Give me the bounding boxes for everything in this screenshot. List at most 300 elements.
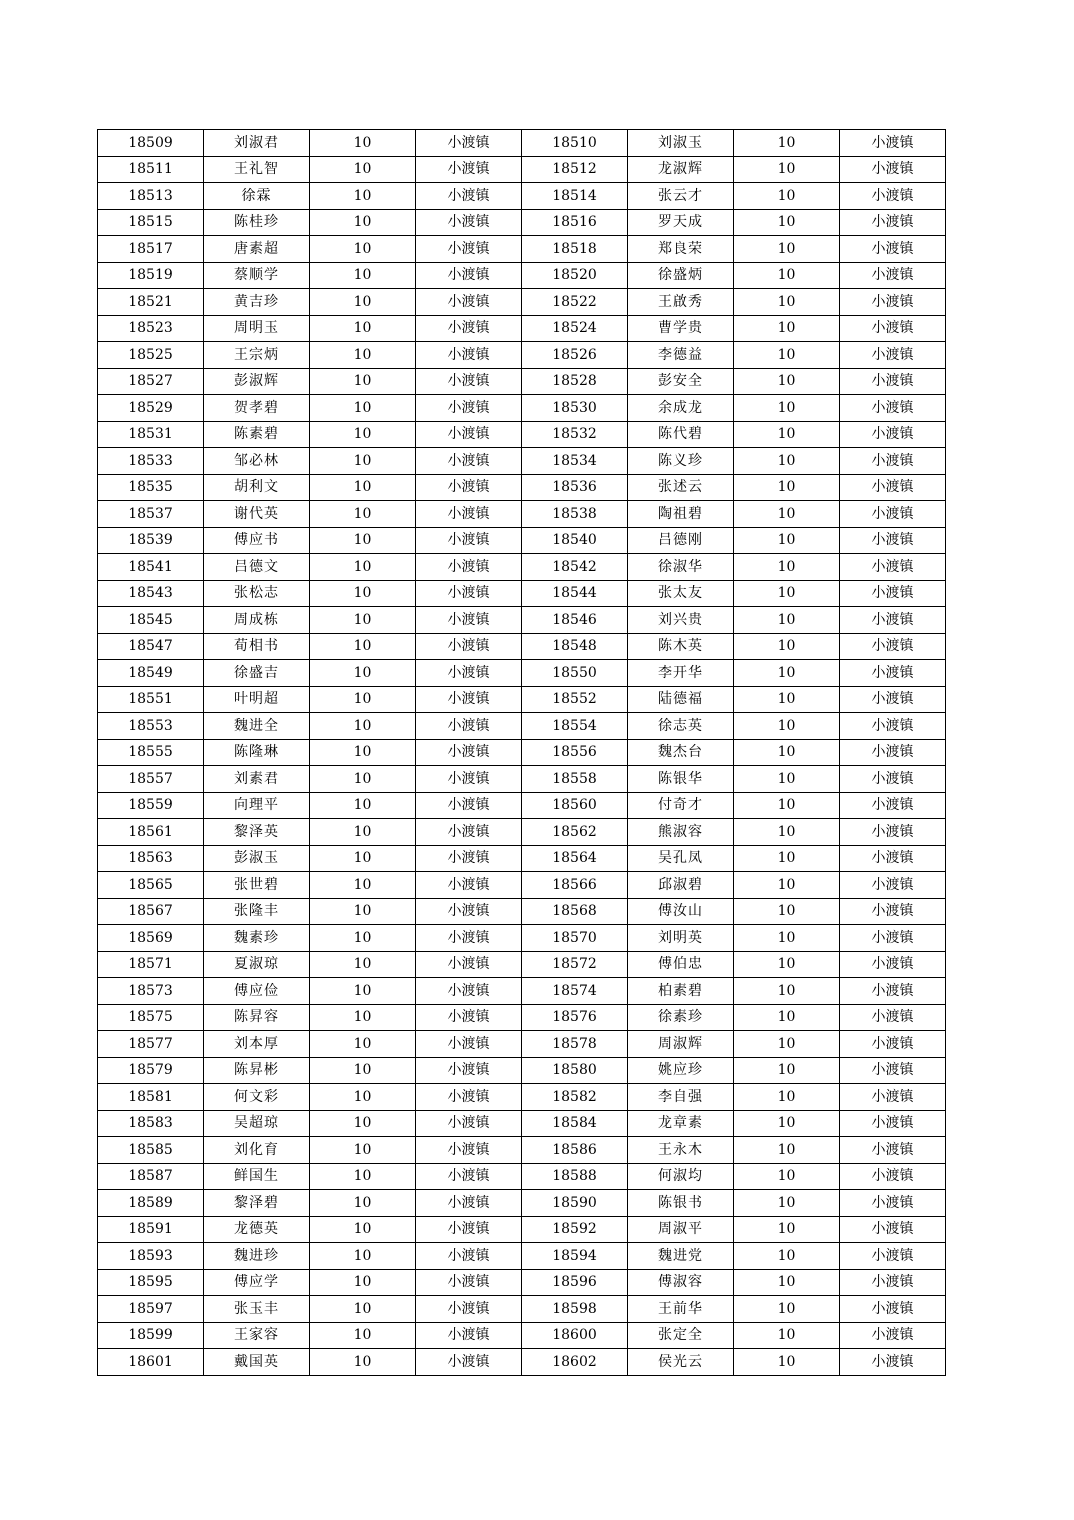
id-cell: 18575	[98, 1004, 204, 1031]
id-cell: 18577	[98, 1031, 204, 1058]
name-cell: 傅应书	[204, 527, 310, 554]
id-cell: 18583	[98, 1110, 204, 1137]
table-row	[98, 819, 946, 846]
town-cell: 小渡镇	[840, 633, 946, 660]
id-cell: 18531	[98, 421, 204, 448]
name-cell: 荀相书	[204, 633, 310, 660]
name-cell: 王前华	[628, 1296, 734, 1323]
id-cell: 18566	[522, 872, 628, 899]
id-cell: 18562	[522, 819, 628, 846]
amount-cell: 10	[310, 554, 416, 581]
name-cell: 傅淑容	[628, 1269, 734, 1296]
town-cell: 小渡镇	[840, 978, 946, 1005]
amount-cell: 10	[734, 633, 840, 660]
name-cell: 刘素君	[204, 766, 310, 793]
table-row	[98, 1057, 946, 1084]
id-cell: 18546	[522, 607, 628, 634]
table-row	[98, 421, 946, 448]
id-cell: 18585	[98, 1137, 204, 1164]
amount-cell: 10	[734, 1349, 840, 1376]
id-cell: 18537	[98, 501, 204, 528]
amount-cell: 10	[734, 342, 840, 369]
town-cell: 小渡镇	[416, 130, 522, 157]
amount-cell: 10	[310, 368, 416, 395]
id-cell: 18556	[522, 739, 628, 766]
name-cell: 姚应珍	[628, 1057, 734, 1084]
amount-cell: 10	[734, 156, 840, 183]
id-cell: 18548	[522, 633, 628, 660]
table-row	[98, 448, 946, 475]
amount-cell: 10	[734, 819, 840, 846]
name-cell: 王礼智	[204, 156, 310, 183]
amount-cell: 10	[310, 342, 416, 369]
id-cell: 18598	[522, 1296, 628, 1323]
amount-cell: 10	[734, 1137, 840, 1164]
id-cell: 18567	[98, 898, 204, 925]
name-cell: 王啟秀	[628, 289, 734, 316]
name-cell: 罗天成	[628, 209, 734, 236]
town-cell: 小渡镇	[840, 130, 946, 157]
name-cell: 徐淑华	[628, 554, 734, 581]
town-cell: 小渡镇	[840, 262, 946, 289]
town-cell: 小渡镇	[416, 1031, 522, 1058]
id-cell: 18593	[98, 1243, 204, 1270]
town-cell: 小渡镇	[416, 1349, 522, 1376]
town-cell: 小渡镇	[416, 686, 522, 713]
table-row	[98, 1349, 946, 1376]
town-cell: 小渡镇	[416, 236, 522, 263]
amount-cell: 10	[310, 633, 416, 660]
town-cell: 小渡镇	[840, 1057, 946, 1084]
town-cell: 小渡镇	[840, 236, 946, 263]
amount-cell: 10	[310, 421, 416, 448]
amount-cell: 10	[310, 130, 416, 157]
amount-cell: 10	[310, 898, 416, 925]
amount-cell: 10	[734, 898, 840, 925]
table-row	[98, 1296, 946, 1323]
id-cell: 18578	[522, 1031, 628, 1058]
amount-cell: 10	[734, 421, 840, 448]
amount-cell: 10	[310, 527, 416, 554]
name-cell: 陈素碧	[204, 421, 310, 448]
town-cell: 小渡镇	[840, 1190, 946, 1217]
amount-cell: 10	[734, 262, 840, 289]
name-cell: 蔡顺学	[204, 262, 310, 289]
name-cell: 刘淑君	[204, 130, 310, 157]
name-cell: 龙淑辉	[628, 156, 734, 183]
table-row	[98, 209, 946, 236]
id-cell: 18515	[98, 209, 204, 236]
id-cell: 18594	[522, 1243, 628, 1270]
name-cell: 徐素珍	[628, 1004, 734, 1031]
amount-cell: 10	[734, 766, 840, 793]
id-cell: 18547	[98, 633, 204, 660]
name-cell: 胡利文	[204, 474, 310, 501]
amount-cell: 10	[734, 1269, 840, 1296]
id-cell: 18544	[522, 580, 628, 607]
amount-cell: 10	[734, 183, 840, 210]
id-cell: 18532	[522, 421, 628, 448]
town-cell: 小渡镇	[416, 633, 522, 660]
town-cell: 小渡镇	[416, 1110, 522, 1137]
amount-cell: 10	[734, 1031, 840, 1058]
town-cell: 小渡镇	[840, 1137, 946, 1164]
table-row	[98, 262, 946, 289]
name-cell: 陈银华	[628, 766, 734, 793]
amount-cell: 10	[734, 501, 840, 528]
town-cell: 小渡镇	[840, 421, 946, 448]
table-row	[98, 978, 946, 1005]
town-cell: 小渡镇	[840, 1243, 946, 1270]
name-cell: 张隆丰	[204, 898, 310, 925]
id-cell: 18543	[98, 580, 204, 607]
table-row	[98, 1216, 946, 1243]
town-cell: 小渡镇	[416, 607, 522, 634]
name-cell: 柏素碧	[628, 978, 734, 1005]
id-cell: 18512	[522, 156, 628, 183]
town-cell: 小渡镇	[840, 1296, 946, 1323]
town-cell: 小渡镇	[416, 448, 522, 475]
amount-cell: 10	[310, 1137, 416, 1164]
town-cell: 小渡镇	[840, 951, 946, 978]
amount-cell: 10	[310, 925, 416, 952]
amount-cell: 10	[734, 1163, 840, 1190]
id-cell: 18551	[98, 686, 204, 713]
town-cell: 小渡镇	[416, 554, 522, 581]
town-cell: 小渡镇	[416, 209, 522, 236]
town-cell: 小渡镇	[840, 1163, 946, 1190]
name-cell: 徐盛炳	[628, 262, 734, 289]
table-row	[98, 580, 946, 607]
id-cell: 18584	[522, 1110, 628, 1137]
name-cell: 黎泽英	[204, 819, 310, 846]
id-cell: 18596	[522, 1269, 628, 1296]
id-cell: 18526	[522, 342, 628, 369]
table-row	[98, 633, 946, 660]
name-cell: 陈义珍	[628, 448, 734, 475]
amount-cell: 10	[310, 395, 416, 422]
id-cell: 18552	[522, 686, 628, 713]
id-cell: 18572	[522, 951, 628, 978]
amount-cell: 10	[734, 951, 840, 978]
amount-cell: 10	[734, 713, 840, 740]
id-cell: 18510	[522, 130, 628, 157]
town-cell: 小渡镇	[416, 660, 522, 687]
amount-cell: 10	[310, 580, 416, 607]
amount-cell: 10	[734, 448, 840, 475]
town-cell: 小渡镇	[840, 156, 946, 183]
town-cell: 小渡镇	[840, 1031, 946, 1058]
amount-cell: 10	[734, 1190, 840, 1217]
id-cell: 18516	[522, 209, 628, 236]
id-cell: 18533	[98, 448, 204, 475]
amount-cell: 10	[310, 501, 416, 528]
town-cell: 小渡镇	[840, 1269, 946, 1296]
amount-cell: 10	[310, 792, 416, 819]
table-row	[98, 1243, 946, 1270]
id-cell: 18542	[522, 554, 628, 581]
name-cell: 彭淑玉	[204, 845, 310, 872]
name-cell: 魏杰台	[628, 739, 734, 766]
id-cell: 18579	[98, 1057, 204, 1084]
town-cell: 小渡镇	[840, 845, 946, 872]
table-row	[98, 289, 946, 316]
amount-cell: 10	[310, 236, 416, 263]
town-cell: 小渡镇	[416, 845, 522, 872]
town-cell: 小渡镇	[840, 527, 946, 554]
amount-cell: 10	[310, 872, 416, 899]
table-row	[98, 315, 946, 342]
id-cell: 18511	[98, 156, 204, 183]
town-cell: 小渡镇	[840, 1084, 946, 1111]
table-row	[98, 1269, 946, 1296]
name-cell: 张定全	[628, 1322, 734, 1349]
name-cell: 魏进全	[204, 713, 310, 740]
amount-cell: 10	[734, 209, 840, 236]
name-cell: 刘本厚	[204, 1031, 310, 1058]
amount-cell: 10	[310, 1004, 416, 1031]
town-cell: 小渡镇	[416, 1137, 522, 1164]
amount-cell: 10	[734, 739, 840, 766]
table-row	[98, 792, 946, 819]
name-cell: 叶明超	[204, 686, 310, 713]
town-cell: 小渡镇	[416, 1322, 522, 1349]
town-cell: 小渡镇	[416, 1057, 522, 1084]
town-cell: 小渡镇	[416, 925, 522, 952]
amount-cell: 10	[310, 1057, 416, 1084]
amount-cell: 10	[734, 474, 840, 501]
id-cell: 18524	[522, 315, 628, 342]
id-cell: 18568	[522, 898, 628, 925]
id-cell: 18581	[98, 1084, 204, 1111]
name-cell: 侯光云	[628, 1349, 734, 1376]
name-cell: 王家容	[204, 1322, 310, 1349]
name-cell: 陈昇容	[204, 1004, 310, 1031]
amount-cell: 10	[310, 209, 416, 236]
name-cell: 鲜国生	[204, 1163, 310, 1190]
amount-cell: 10	[734, 1296, 840, 1323]
town-cell: 小渡镇	[840, 183, 946, 210]
town-cell: 小渡镇	[840, 686, 946, 713]
table-row	[98, 1004, 946, 1031]
amount-cell: 10	[310, 262, 416, 289]
name-cell: 张世碧	[204, 872, 310, 899]
name-cell: 刘化育	[204, 1137, 310, 1164]
amount-cell: 10	[310, 951, 416, 978]
name-cell: 何淑均	[628, 1163, 734, 1190]
town-cell: 小渡镇	[416, 183, 522, 210]
id-cell: 18554	[522, 713, 628, 740]
id-cell: 18522	[522, 289, 628, 316]
id-cell: 18536	[522, 474, 628, 501]
town-cell: 小渡镇	[416, 1243, 522, 1270]
town-cell: 小渡镇	[840, 342, 946, 369]
name-cell: 吕德文	[204, 554, 310, 581]
amount-cell: 10	[734, 554, 840, 581]
id-cell: 18545	[98, 607, 204, 634]
name-cell: 王永木	[628, 1137, 734, 1164]
amount-cell: 10	[310, 1190, 416, 1217]
amount-cell: 10	[310, 156, 416, 183]
id-cell: 18528	[522, 368, 628, 395]
town-cell: 小渡镇	[416, 421, 522, 448]
id-cell: 18541	[98, 554, 204, 581]
id-cell: 18589	[98, 1190, 204, 1217]
id-cell: 18588	[522, 1163, 628, 1190]
amount-cell: 10	[310, 1110, 416, 1137]
amount-cell: 10	[310, 448, 416, 475]
town-cell: 小渡镇	[416, 262, 522, 289]
name-cell: 吴孔凤	[628, 845, 734, 872]
name-cell: 何文彩	[204, 1084, 310, 1111]
name-cell: 李德益	[628, 342, 734, 369]
name-cell: 吴超琼	[204, 1110, 310, 1137]
id-cell: 18525	[98, 342, 204, 369]
amount-cell: 10	[310, 713, 416, 740]
town-cell: 小渡镇	[416, 580, 522, 607]
table-row	[98, 845, 946, 872]
amount-cell: 10	[310, 1269, 416, 1296]
id-cell: 18534	[522, 448, 628, 475]
id-cell: 18518	[522, 236, 628, 263]
name-cell: 刘淑玉	[628, 130, 734, 157]
id-cell: 18576	[522, 1004, 628, 1031]
town-cell: 小渡镇	[840, 315, 946, 342]
amount-cell: 10	[734, 925, 840, 952]
name-cell: 熊淑容	[628, 819, 734, 846]
table-row	[98, 1137, 946, 1164]
town-cell: 小渡镇	[416, 1269, 522, 1296]
name-cell: 周明玉	[204, 315, 310, 342]
id-cell: 18560	[522, 792, 628, 819]
table-row	[98, 130, 946, 157]
town-cell: 小渡镇	[416, 501, 522, 528]
id-cell: 18553	[98, 713, 204, 740]
amount-cell: 10	[734, 872, 840, 899]
name-cell: 夏淑琼	[204, 951, 310, 978]
table-row	[98, 474, 946, 501]
table-row	[98, 554, 946, 581]
id-cell: 18569	[98, 925, 204, 952]
amount-cell: 10	[310, 1322, 416, 1349]
id-cell: 18539	[98, 527, 204, 554]
amount-cell: 10	[734, 1216, 840, 1243]
name-cell: 陈隆琳	[204, 739, 310, 766]
amount-cell: 10	[310, 819, 416, 846]
town-cell: 小渡镇	[840, 448, 946, 475]
name-cell: 郑良荣	[628, 236, 734, 263]
name-cell: 黎泽碧	[204, 1190, 310, 1217]
town-cell: 小渡镇	[840, 898, 946, 925]
id-cell: 18538	[522, 501, 628, 528]
id-cell: 18561	[98, 819, 204, 846]
town-cell: 小渡镇	[840, 660, 946, 687]
name-cell: 曹学贵	[628, 315, 734, 342]
id-cell: 18540	[522, 527, 628, 554]
amount-cell: 10	[310, 739, 416, 766]
town-cell: 小渡镇	[416, 766, 522, 793]
roster-table	[97, 129, 946, 1376]
table-row	[98, 156, 946, 183]
town-cell: 小渡镇	[416, 1084, 522, 1111]
name-cell: 吕德刚	[628, 527, 734, 554]
table-row	[98, 766, 946, 793]
id-cell: 18587	[98, 1163, 204, 1190]
id-cell: 18573	[98, 978, 204, 1005]
town-cell: 小渡镇	[416, 713, 522, 740]
id-cell: 18595	[98, 1269, 204, 1296]
id-cell: 18586	[522, 1137, 628, 1164]
name-cell: 陈银书	[628, 1190, 734, 1217]
town-cell: 小渡镇	[840, 501, 946, 528]
amount-cell: 10	[310, 1296, 416, 1323]
name-cell: 刘兴贵	[628, 607, 734, 634]
id-cell: 18535	[98, 474, 204, 501]
town-cell: 小渡镇	[416, 739, 522, 766]
amount-cell: 10	[310, 766, 416, 793]
amount-cell: 10	[310, 1163, 416, 1190]
amount-cell: 10	[310, 978, 416, 1005]
town-cell: 小渡镇	[840, 925, 946, 952]
amount-cell: 10	[734, 792, 840, 819]
table-row	[98, 739, 946, 766]
town-cell: 小渡镇	[416, 289, 522, 316]
amount-cell: 10	[734, 1057, 840, 1084]
name-cell: 傅汝山	[628, 898, 734, 925]
town-cell: 小渡镇	[416, 368, 522, 395]
amount-cell: 10	[734, 845, 840, 872]
name-cell: 陶祖碧	[628, 501, 734, 528]
name-cell: 陈木英	[628, 633, 734, 660]
table-row	[98, 1031, 946, 1058]
table-row	[98, 527, 946, 554]
table-row	[98, 368, 946, 395]
name-cell: 谢代英	[204, 501, 310, 528]
town-cell: 小渡镇	[840, 580, 946, 607]
name-cell: 陈昇彬	[204, 1057, 310, 1084]
town-cell: 小渡镇	[840, 739, 946, 766]
name-cell: 李开华	[628, 660, 734, 687]
name-cell: 张松志	[204, 580, 310, 607]
town-cell: 小渡镇	[416, 792, 522, 819]
id-cell: 18550	[522, 660, 628, 687]
table-row	[98, 872, 946, 899]
table-row	[98, 1190, 946, 1217]
amount-cell: 10	[310, 1216, 416, 1243]
id-cell: 18574	[522, 978, 628, 1005]
table-row	[98, 501, 946, 528]
table-row	[98, 1322, 946, 1349]
amount-cell: 10	[734, 686, 840, 713]
table-row	[98, 898, 946, 925]
table-row	[98, 607, 946, 634]
amount-cell: 10	[310, 686, 416, 713]
id-cell: 18557	[98, 766, 204, 793]
id-cell: 18519	[98, 262, 204, 289]
table-row	[98, 660, 946, 687]
town-cell: 小渡镇	[840, 1216, 946, 1243]
town-cell: 小渡镇	[416, 978, 522, 1005]
name-cell: 徐霖	[204, 183, 310, 210]
amount-cell: 10	[310, 607, 416, 634]
id-cell: 18570	[522, 925, 628, 952]
table-row	[98, 1110, 946, 1137]
name-cell: 张云才	[628, 183, 734, 210]
amount-cell: 10	[310, 1084, 416, 1111]
town-cell: 小渡镇	[840, 607, 946, 634]
town-cell: 小渡镇	[416, 527, 522, 554]
town-cell: 小渡镇	[416, 474, 522, 501]
